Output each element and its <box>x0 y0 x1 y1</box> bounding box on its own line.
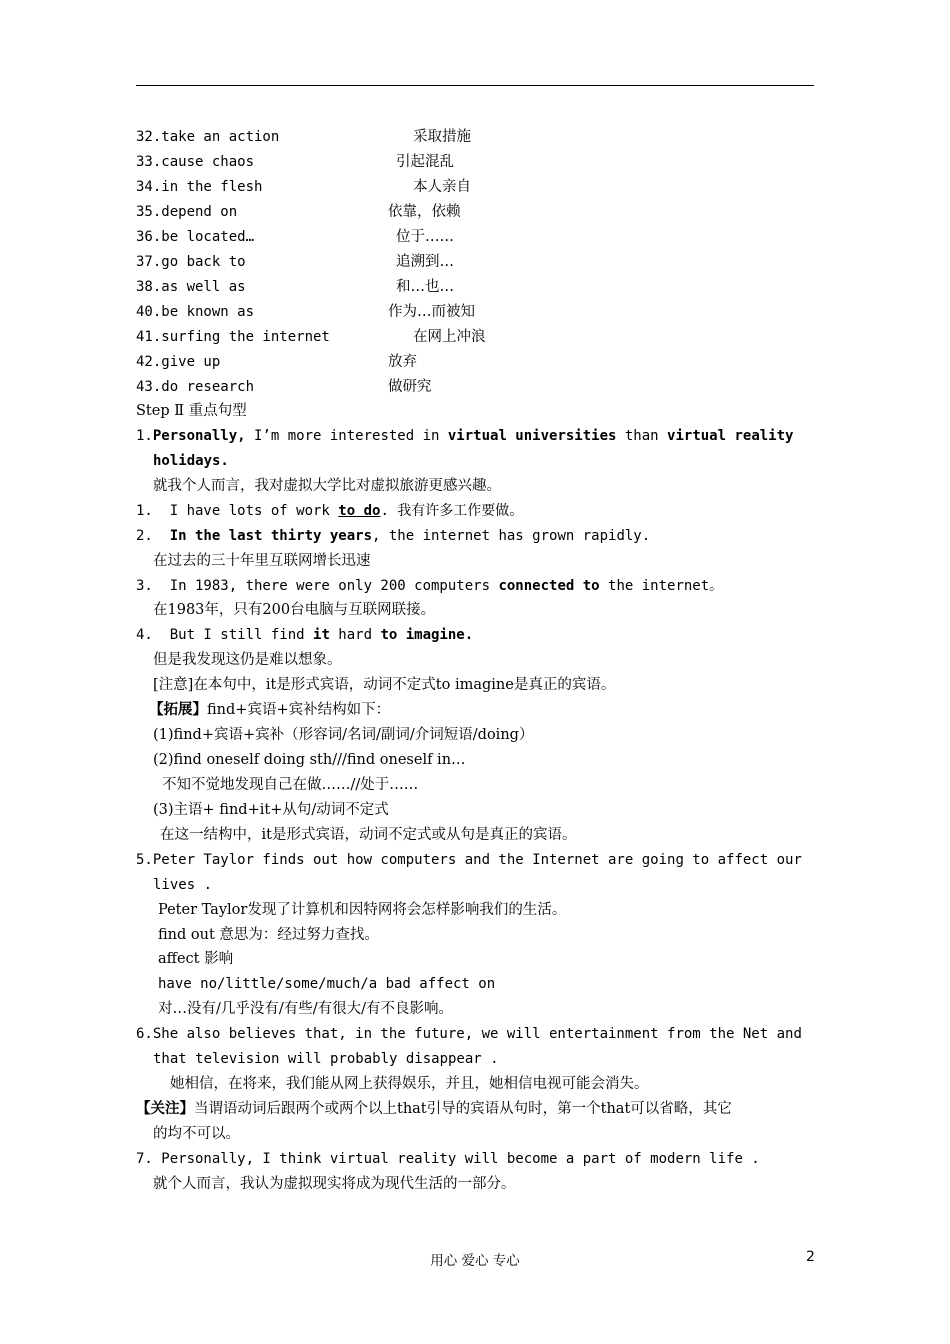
phrase-en: 35.depend on <box>136 204 238 220</box>
phrase-en: 36.be located… <box>136 229 255 245</box>
header-rule <box>136 85 814 86</box>
sentence-text: . 我有许多工作要做。 <box>380 503 524 519</box>
bold-phrase: holidays. <box>153 453 229 469</box>
sentence-text: 4. But I still find <box>136 627 314 643</box>
sentence-2 <box>136 527 650 545</box>
pattern-2-translation: 不知不觉地发现自己在做……//处于…… <box>162 777 419 793</box>
translation: 就个人而言，我认为虚拟现实将成为现代生活的一部分。 <box>153 1176 516 1192</box>
underlined-phrase: to do <box>338 503 381 519</box>
phrase-zh: 位于…… <box>396 229 454 245</box>
translation: 在过去的三十年里互联网增长迅速 <box>153 553 371 569</box>
phrase-en: 34.in the flesh <box>136 179 263 195</box>
have-affect-pattern: have no/little/some/much/a bad affect on <box>158 976 496 992</box>
phrase-en: 41.surfing the internet <box>136 329 330 345</box>
phrase-en: 32.take an action <box>136 129 280 145</box>
bold-phrase: Personally, <box>152 428 246 444</box>
translation: Peter Taylor发现了计算机和因特网将会怎样影响我们的生活。 <box>158 902 567 918</box>
phrase-en: 33.cause chaos <box>136 154 255 170</box>
translation: 她相信，在将来，我们能从网上获得娱乐，并且，她相信电视可能会消失。 <box>170 1076 649 1092</box>
bold-phrase: virtual universities <box>447 428 617 444</box>
translation: 就我个人而言，我对虚拟大学比对虚拟旅游更感兴趣。 <box>153 478 501 494</box>
have-affect-translation: 对…没有/几乎没有/有些/有很大/有不良影响。 <box>158 1001 454 1017</box>
expand-note <box>149 701 390 719</box>
sentence-7: 7. Personally, I think virtual reality will become a part of modern life . <box>136 1151 760 1167</box>
phrase-zh: 依靠，依赖 <box>388 204 461 220</box>
sentence-text: , the internet has grown rapidly. <box>372 528 651 544</box>
sentence-number: 2. <box>136 528 170 544</box>
bold-phrase: virtual reality <box>667 428 794 444</box>
bold-phrase: In the last thirty years <box>169 528 373 544</box>
translation: 但是我发现这仍是难以想象。 <box>153 652 342 668</box>
pattern-2: (2)find oneself doing sth///find oneself in… <box>153 752 466 768</box>
sentence-text: I’m more interested in <box>245 428 448 444</box>
sentence-text: hard <box>329 627 381 643</box>
pattern-3: (3)主语+ find+it+从句/动词不定式 <box>153 802 389 818</box>
phrase-zh: 和…也… <box>396 279 454 295</box>
sentence-number: 1. <box>136 428 153 444</box>
sentence-1 <box>136 427 793 445</box>
phrase-zh: 作为…而被知 <box>388 304 475 320</box>
sentence-text: than <box>616 428 668 444</box>
page-number: 2 <box>806 1249 815 1265</box>
phrase-zh: 放弃 <box>388 354 417 370</box>
sentence-3 <box>136 577 723 595</box>
phrase-zh: 采取措施 <box>413 129 471 145</box>
phrase-zh: 在网上冲浪 <box>413 329 486 345</box>
expand-label: 【拓展】 <box>149 701 207 718</box>
sentence-6: 6.She also believes that, in the future, we will entertainment from the Net and <box>136 1026 802 1042</box>
sentence-text: the internet。 <box>599 578 724 594</box>
phrase-zh: 追溯到… <box>396 254 454 270</box>
pattern-3-translation: 在这一结构中，it是形式宾语，动词不定式或从句是真正的宾语。 <box>160 827 577 843</box>
phrase-en: 37.go back to <box>136 254 246 270</box>
phrase-en: 42.give up <box>136 354 221 370</box>
section-heading: Step Ⅱ 重点句型 <box>136 403 247 419</box>
focus-label: 【关注】 <box>136 1100 194 1117</box>
affect-note: affect 影响 <box>158 951 234 967</box>
focus-note <box>136 1100 732 1118</box>
sentence-text: 1. I have lots of work <box>136 503 339 519</box>
sentence-6-cont: that television will probably disappear . <box>153 1051 499 1067</box>
sentence-1b <box>136 502 523 520</box>
focus-text: 当谓语动词后跟两个或两个以上that引导的宾语从句时，第一个that可以省略，其它 <box>194 1101 732 1117</box>
pattern-1: (1)find+宾语+宾补（形容词/名词/副词/介词短语/doing） <box>153 727 534 743</box>
sentence-5: 5.Peter Taylor finds out how computers and the Internet are going to affect our <box>136 852 802 868</box>
note: [注意]在本句中，it是形式宾语，动词不定式to imagine是真正的宾语。 <box>153 677 616 693</box>
bold-phrase: it <box>313 627 330 643</box>
sentence-5-cont: lives . <box>153 877 213 893</box>
phrase-zh: 本人亲自 <box>413 179 471 195</box>
phrase-zh: 做研究 <box>388 379 432 395</box>
focus-text-cont: 的均不可以。 <box>153 1126 240 1142</box>
phrase-en: 40.be known as <box>136 304 255 320</box>
translation: 在1983年，只有200台电脑与互联网联接。 <box>153 602 436 618</box>
phrase-en: 43.do research <box>136 379 255 395</box>
sentence-text: 3. In 1983, there were only 200 computers <box>136 578 499 594</box>
sentence-4 <box>136 626 473 644</box>
page-footer: 用心 爱心 专心 <box>430 1253 520 1269</box>
expand-text: find+宾语+宾补结构如下： <box>207 702 391 718</box>
bold-phrase: to imagine. <box>380 627 474 643</box>
phrase-zh: 引起混乱 <box>396 154 454 170</box>
find-out-note: find out 意思为：经过努力查找。 <box>158 927 379 943</box>
phrase-en: 38.as well as <box>136 279 246 295</box>
bold-phrase: connected to <box>498 578 600 594</box>
